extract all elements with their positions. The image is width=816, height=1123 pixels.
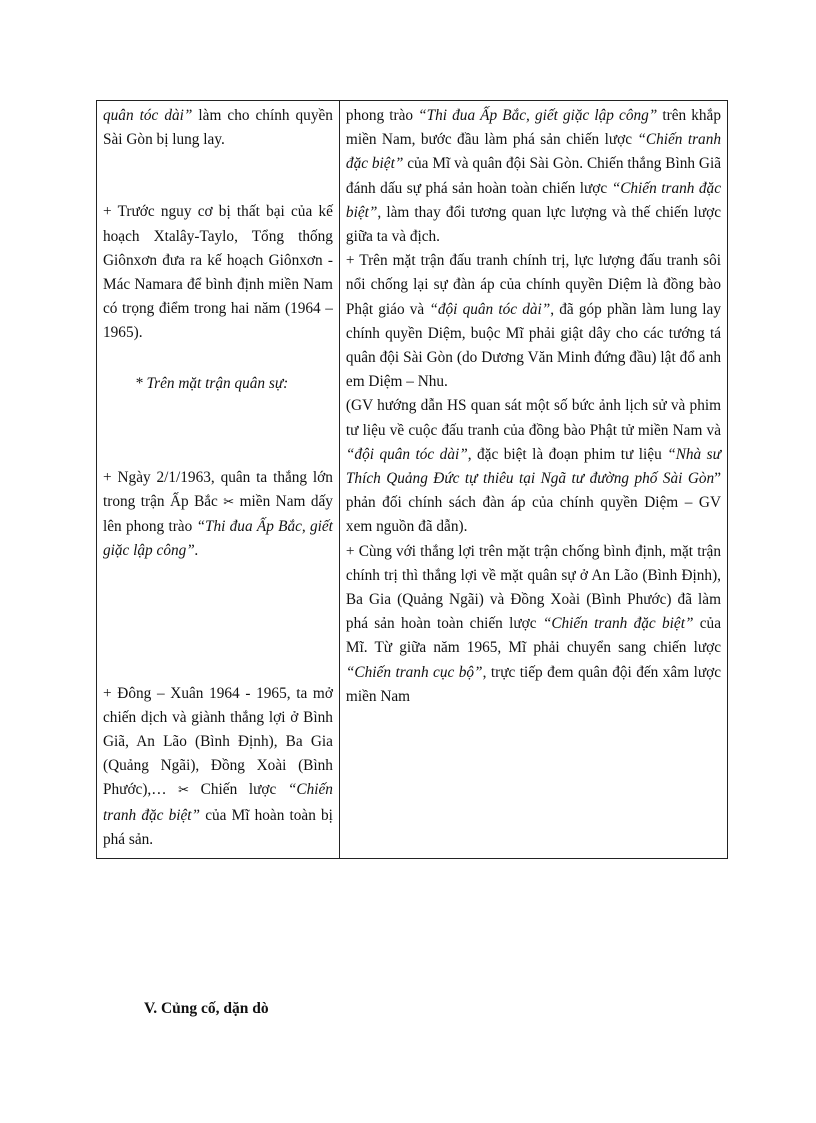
- text-span: làm cho chính quyền Sài Gòn bị lung lay.: [103, 107, 333, 149]
- text-span: , đặc biệt là đoạn phim tư liệu: [467, 445, 668, 463]
- italic-phrase: “Nhà sư Thích Quảng Đức tự thiêu tại Ngã tư đường phố Sài Gòn: [345, 445, 721, 488]
- text-span: , làm thay đổi tương quan lực lượng và thế chiến lược giữa ta và địch.: [345, 203, 721, 246]
- scissors-icon: ✂: [178, 783, 190, 799]
- italic-phrase: “Chiến tranh đặc biệt”: [542, 615, 694, 633]
- scissors-icon: ✂: [223, 495, 235, 511]
- spacer: [103, 564, 333, 682]
- right-paragraph-3: [346, 394, 721, 539]
- text-span: (GV hướng dẫn HS quan sát một số bức ảnh lịch sử và phim tư liệu về cuộc đấu tranh của đồng bào Phật tử miền Nam và: [345, 397, 721, 439]
- left-column-cell: [97, 101, 340, 859]
- text-span: của Mĩ và quân đội Sài Gòn. Chiến thắng Bình Giã đánh dấu sự phá sản hoàn toàn chiến lược: [345, 155, 721, 197]
- text-span: + Đông – Xuân 1964 - 1965, ta mở chiến dịch và giành thắng lợi ở Bình Giã, An Lão (Bình Định), Ba Gia (Quảng Ngãi), Đồng Xoài (Bình Phước),…: [103, 684, 333, 799]
- italic-phrase: “Chiến tranh đặc biệt”: [345, 179, 721, 221]
- text-span: của Mĩ. Từ giữa năm 1965, Mĩ phải chuyển sang chiến lược: [345, 615, 721, 657]
- italic-phrase: “đội quân tóc dài”: [429, 300, 551, 318]
- lesson-table: [96, 100, 728, 859]
- text-span: của Mĩ hoàn toàn bị phá sản.: [103, 806, 333, 848]
- italic-phrase: “Thi đua Ấp Bắc, giết giặc lập công”: [418, 107, 658, 124]
- italic-phrase: “Chiến tranh đặc biệt”: [345, 131, 721, 173]
- text-span: + Ngày 2/1/1963, quân ta thắng lớn trong trận Ấp Bắc: [103, 468, 333, 511]
- text-span: , trực tiếp đem quân đội đến xâm lược miền Nam: [345, 663, 722, 705]
- left-paragraph-3: [103, 682, 333, 852]
- left-paragraph-0: [103, 104, 333, 152]
- right-column-cell: [339, 101, 727, 859]
- italic-phrase: quân tóc dài”: [103, 107, 193, 124]
- spacer: [103, 152, 333, 200]
- spacer: [103, 396, 333, 466]
- text-span: ” phản đối chính sách đàn áp của chính quyền Diệm – GV xem nguồn đã dẫn).: [345, 470, 721, 536]
- text-span: phong trào: [345, 107, 419, 124]
- text-span: + Cùng với thắng lợi trên mặt trận chống bình định, mặt trận chính trị thì thắng lợi về mặt quân sự ở An Lão (Bình Định), Ba Gia (Quảng Ngãi) và Đồng Xoài (Bình Phước) đã làm phá sản hoàn toàn chiến lược: [345, 542, 721, 633]
- right-paragraph-1: [346, 104, 721, 249]
- left-paragraph-2: [103, 466, 333, 564]
- text-span: Chiến lược: [189, 781, 288, 799]
- italic-phrase: “Chiến tranh cục bộ”: [345, 663, 483, 681]
- left-paragraph-1: + Trước nguy cơ bị thất bại của kế hoạch Xtalây-Taylo, Tổng thống Giônxơn đưa ra kế hoạch Giônxơn - Mác Namara để bình định miền Nam có trọng điểm trong hai năm (1964 – 1965).: [103, 203, 333, 342]
- military-front-heading: * Trên mặt trận quân sự:: [135, 374, 289, 392]
- right-paragraph-4: [346, 540, 721, 709]
- section-heading: V. Củng cố, dặn dò: [144, 1000, 269, 1017]
- italic-phrase: “Chiến tranh đặc biệt”: [103, 781, 333, 824]
- text-span: + Trên mặt trận đấu tranh chính trị, lực lượng đấu tranh sôi nổi chống lại sự đàn áp của chính quyền Diệm là đồng bào Phật giáo và: [345, 252, 721, 318]
- table-row: [97, 101, 728, 859]
- right-paragraph-2: [346, 249, 721, 394]
- italic-phrase: “Thi đua Ấp Bắc, giết giặc lập công”.: [103, 518, 333, 560]
- italic-phrase: “đội quân tóc dài”: [345, 445, 468, 463]
- text-span: miền Nam dấy lên phong trào: [103, 493, 333, 536]
- text-span: trên khắp miền Nam, bước đầu làm phá sản chiến lược: [345, 107, 721, 149]
- text-span: , đã góp phần làm lung lay chính quyền Diệm, buộc Mĩ phải giật dây cho các tướng tá quân đội Sài Gòn (do Dương Văn Minh đứng đầu) lật đổ anh em Diệm – Nhu.: [345, 300, 721, 391]
- spacer: [103, 346, 333, 372]
